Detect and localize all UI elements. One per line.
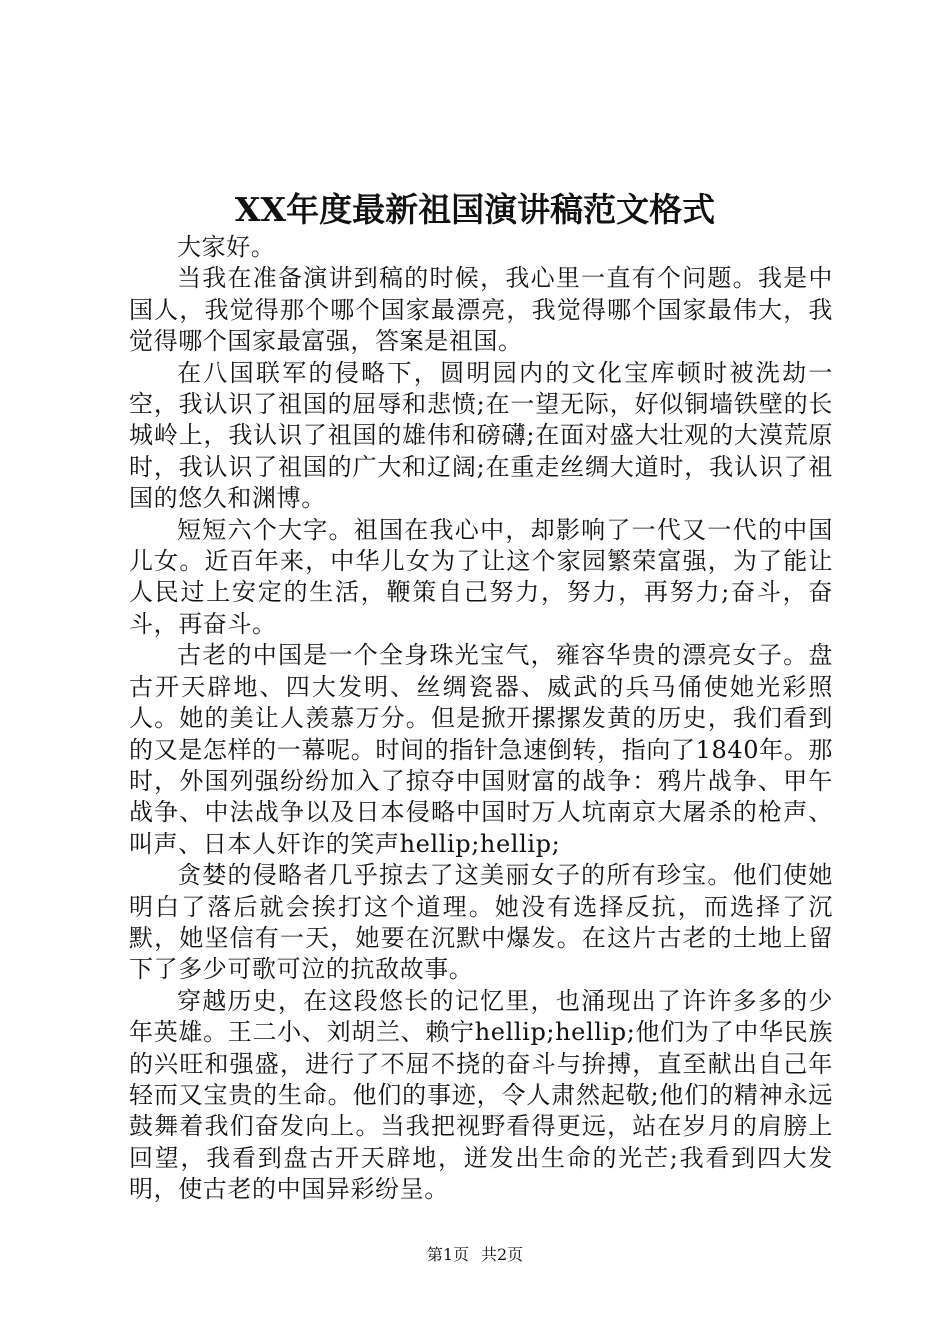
document-title: XX年度最新祖国演讲稿范文格式: [234, 190, 716, 229]
page-total: 共2页: [481, 1245, 524, 1264]
page-footer: [0, 1244, 950, 1266]
paragraph: 贪婪的侵略者几乎掠去了这美丽女子的所有珍宝。他们使她明白了落后就会挨打这个道理。她没有选择反抗，而选择了沉默，她坚信有一天，她要在沉默中爆发。在这片古老的土地上留下了多少可歌可泣的抗敌故事。: [129, 861, 833, 984]
document-body: [129, 232, 833, 1206]
paragraph: 短短六个大字。祖国在我心中，却影响了一代又一代的中国儿女。近百年来，中华儿女为了让这个家园繁荣富强，为了能让人民过上安定的生活，鞭策自己努力，努力，再努力;奋斗，奋斗，再奋斗。: [129, 515, 833, 638]
paragraph: 穿越历史，在这段悠长的记忆里，也涌现出了许许多多的少年英雄。王二小、刘胡兰、赖宁hellip;hellip;他们为了中华民族的兴旺和强盛，进行了不屈不挠的奋斗与拚搏，直至献出自己年轻而又宝贵的生命。他们的事迹，令人肃然起敬;他们的精神永远鼓舞着我们奋发向上。当我把视野看得更远，站在岁月的肩膀上回望，我看到盘古开天辟地，迸发出生命的光芒;我看到四大发明，使古老的中国异彩纷呈。: [129, 986, 833, 1204]
paragraph: 古老的中国是一个全身珠光宝气，雍容华贵的漂亮女子。盘古开天辟地、四大发明、丝绸瓷器、威武的兵马俑使她光彩照人。她的美让人羡慕万分。但是掀开摞摞发黄的历史，我们看到的又是怎样的一幕呢。时间的指针急速倒转，指向了1840年。那时，外国列强纷纷加入了掠夺中国财富的战争：鸦片战争、甲午战争、中法战争以及日本侵略中国时万人坑南京大屠杀的枪声、叫声、日本人奸诈的笑声hellip;hellip;: [129, 641, 833, 858]
page-number: 第1页: [426, 1245, 469, 1264]
paragraph: 在八国联军的侵略下，圆明园内的文化宝库顿时被洗劫一空，我认识了祖国的屈辱和悲愤;在一望无际，好似铜墙铁壁的长城岭上，我认识了祖国的雄伟和磅礴;在面对盛大壮观的大漠荒原时，我认识了祖国的广大和辽阔;在重走丝绸大道时，我认识了祖国的悠久和渊博。: [129, 358, 833, 513]
paragraph: 当我在准备演讲到稿的时候，我心里一直有个问题。我是中国人，我觉得那个哪个国家最漂亮，我觉得哪个国家最伟大，我觉得哪个国家最富强，答案是祖国。: [129, 264, 833, 356]
paragraph-greeting: 大家好。: [177, 233, 276, 261]
